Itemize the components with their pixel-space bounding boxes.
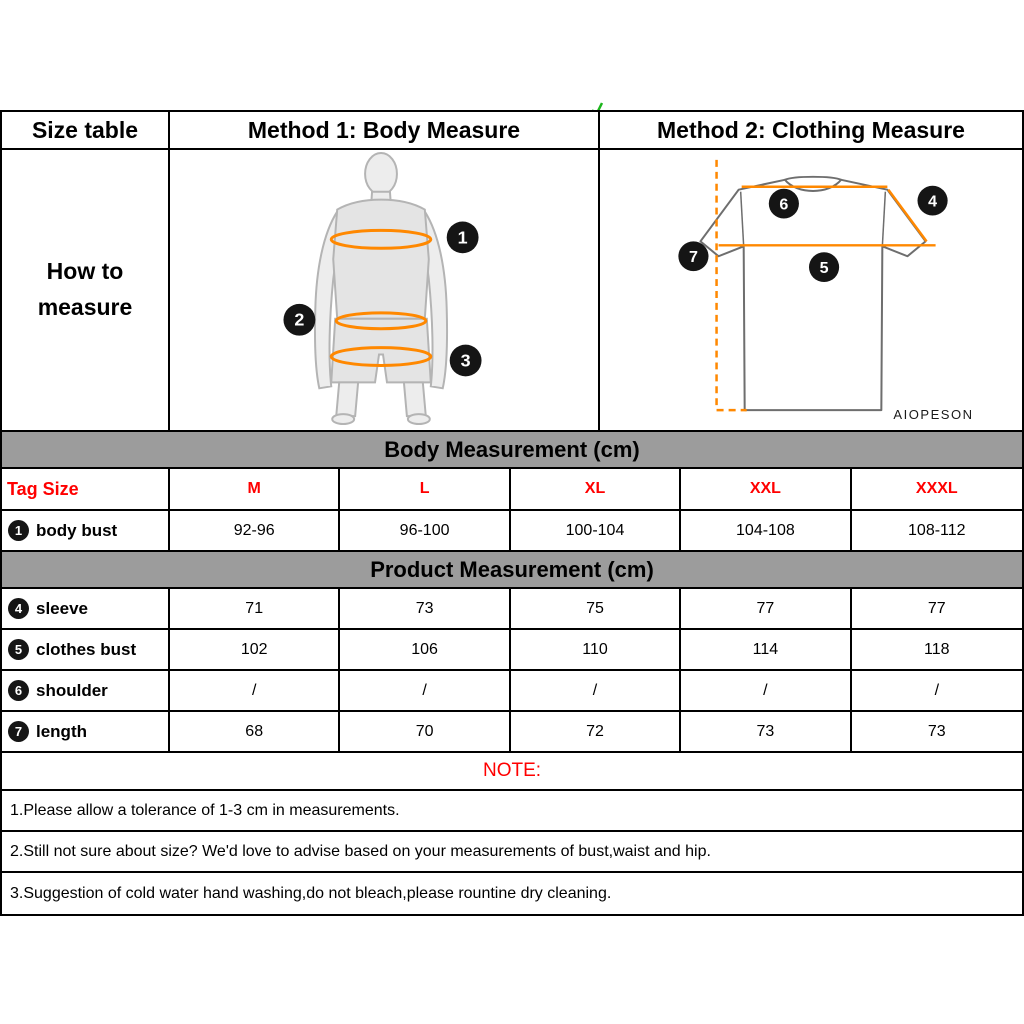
note-2: 2.Still not sure about size? We'd love to advise based on your measurements of bust,waist and hip. [10, 842, 711, 860]
sleeve-value-l: 73 [340, 589, 510, 628]
shirt-marker-4 [918, 186, 948, 216]
clothes-bust-value-xxxl: 118 [852, 630, 1022, 669]
clothes-bust-row [2, 630, 1022, 671]
tshirt-outline [700, 177, 925, 410]
body-figure [315, 153, 447, 424]
svg-text:7: 7 [688, 249, 698, 267]
shoulder-value-xl: / [511, 671, 681, 710]
length-row [2, 712, 1022, 753]
how-to-line1: How to [46, 258, 124, 285]
shirt-marker-7 [678, 241, 708, 271]
how-to-measure-row [2, 150, 1022, 432]
marker-7-badge: 7 [8, 721, 29, 742]
length-value-xxl: 73 [681, 712, 851, 751]
note-title: NOTE: [482, 760, 542, 781]
how-to-measure-label [2, 150, 170, 430]
body-bust-row [2, 511, 1022, 552]
shoulder-row [2, 671, 1022, 712]
clothes-bust-value-xxl: 114 [681, 630, 851, 669]
svg-text:6: 6 [779, 196, 789, 214]
svg-text:3: 3 [460, 350, 471, 371]
body-marker-3 [450, 345, 482, 377]
clothes-bust-value-xl: 110 [511, 630, 681, 669]
marker-4-badge: 4 [8, 598, 29, 619]
length-value-xxxl: 73 [852, 712, 1022, 751]
body-measurement-banner [2, 432, 1022, 469]
note-title-row [2, 753, 1022, 791]
shoulder-value-m: / [170, 671, 340, 710]
body-bust-value-xl: 100-104 [511, 511, 681, 550]
note-row-1 [2, 791, 1022, 832]
clothes-bust-label-cell [2, 630, 170, 669]
brand-text: AIOPESON [893, 407, 974, 423]
sleeve-label: sleeve [36, 598, 88, 618]
note-row-2 [2, 832, 1022, 873]
svg-text:2: 2 [294, 309, 305, 330]
sleeve-value-xxl: 77 [681, 589, 851, 628]
size-table [0, 110, 1024, 916]
length-label: length [36, 721, 87, 741]
length-value-m: 68 [170, 712, 340, 751]
method1-header: Method 1: Body Measure [170, 112, 600, 148]
body-bust-value-xxxl: 108-112 [852, 511, 1022, 550]
body-figure-svg [170, 150, 598, 430]
shoulder-value-l: / [340, 671, 510, 710]
tshirt-svg [600, 150, 1022, 430]
clothes-bust-label: clothes bust [36, 639, 137, 659]
shirt-marker-6 [769, 189, 799, 219]
shoulder-value-xxl: / [681, 671, 851, 710]
how-to-line2: measure [37, 294, 133, 320]
length-value-l: 70 [340, 712, 510, 751]
body-measure-illustration [170, 150, 600, 430]
tag-size-label: Tag Size [2, 469, 170, 509]
marker-5-badge: 5 [8, 639, 29, 660]
body-marker-2 [283, 304, 315, 336]
body-bust-label: body bust [36, 520, 118, 540]
length-label-cell [2, 712, 170, 751]
body-marker-1 [447, 221, 479, 253]
size-col-l: L [340, 469, 510, 509]
body-bust-value-l: 96-100 [340, 511, 510, 550]
sleeve-label-cell [2, 589, 170, 628]
body-bust-label-cell [2, 511, 170, 550]
svg-text:1: 1 [457, 227, 468, 248]
shoulder-label-cell [2, 671, 170, 710]
marker-6-badge: 6 [8, 680, 29, 701]
body-bust-value-m: 92-96 [170, 511, 340, 550]
clothes-bust-value-l: 106 [340, 630, 510, 669]
product-measurement-banner [2, 552, 1022, 589]
product-measurement-title: Product Measurement (cm) [370, 556, 654, 582]
size-col-xxxl: XXXL [852, 469, 1022, 509]
size-table-header: Size table [2, 112, 170, 148]
sleeve-value-m: 71 [170, 589, 340, 628]
method2-header: Method 2: Clothing Measure [600, 112, 1022, 148]
shoulder-value-xxxl: / [852, 671, 1022, 710]
svg-text:5: 5 [819, 260, 829, 278]
size-col-m: M [170, 469, 340, 509]
sleeve-value-xl: 75 [511, 589, 681, 628]
tag-size-row [2, 469, 1022, 511]
note-row-3 [2, 873, 1022, 914]
body-bust-value-xxl: 104-108 [681, 511, 851, 550]
table-header-row [2, 112, 1022, 150]
sleeve-row [2, 589, 1022, 630]
clothing-measure-illustration [600, 150, 1022, 430]
marker-1-badge: 1 [8, 520, 29, 541]
note-1: 1.Please allow a tolerance of 1-3 cm in measurements. [10, 801, 400, 819]
shoulder-label: shoulder [36, 680, 108, 700]
sleeve-value-xxxl: 77 [852, 589, 1022, 628]
clothes-bust-value-m: 102 [170, 630, 340, 669]
size-col-xl: XL [511, 469, 681, 509]
shirt-marker-5 [809, 252, 839, 282]
size-col-xxl: XXL [681, 469, 851, 509]
note-3: 3.Suggestion of cold water hand washing,do not bleach,please rountine dry cleaning. [10, 884, 612, 902]
length-value-xl: 72 [511, 712, 681, 751]
svg-text:4: 4 [928, 193, 938, 211]
body-measurement-title: Body Measurement (cm) [384, 436, 640, 462]
